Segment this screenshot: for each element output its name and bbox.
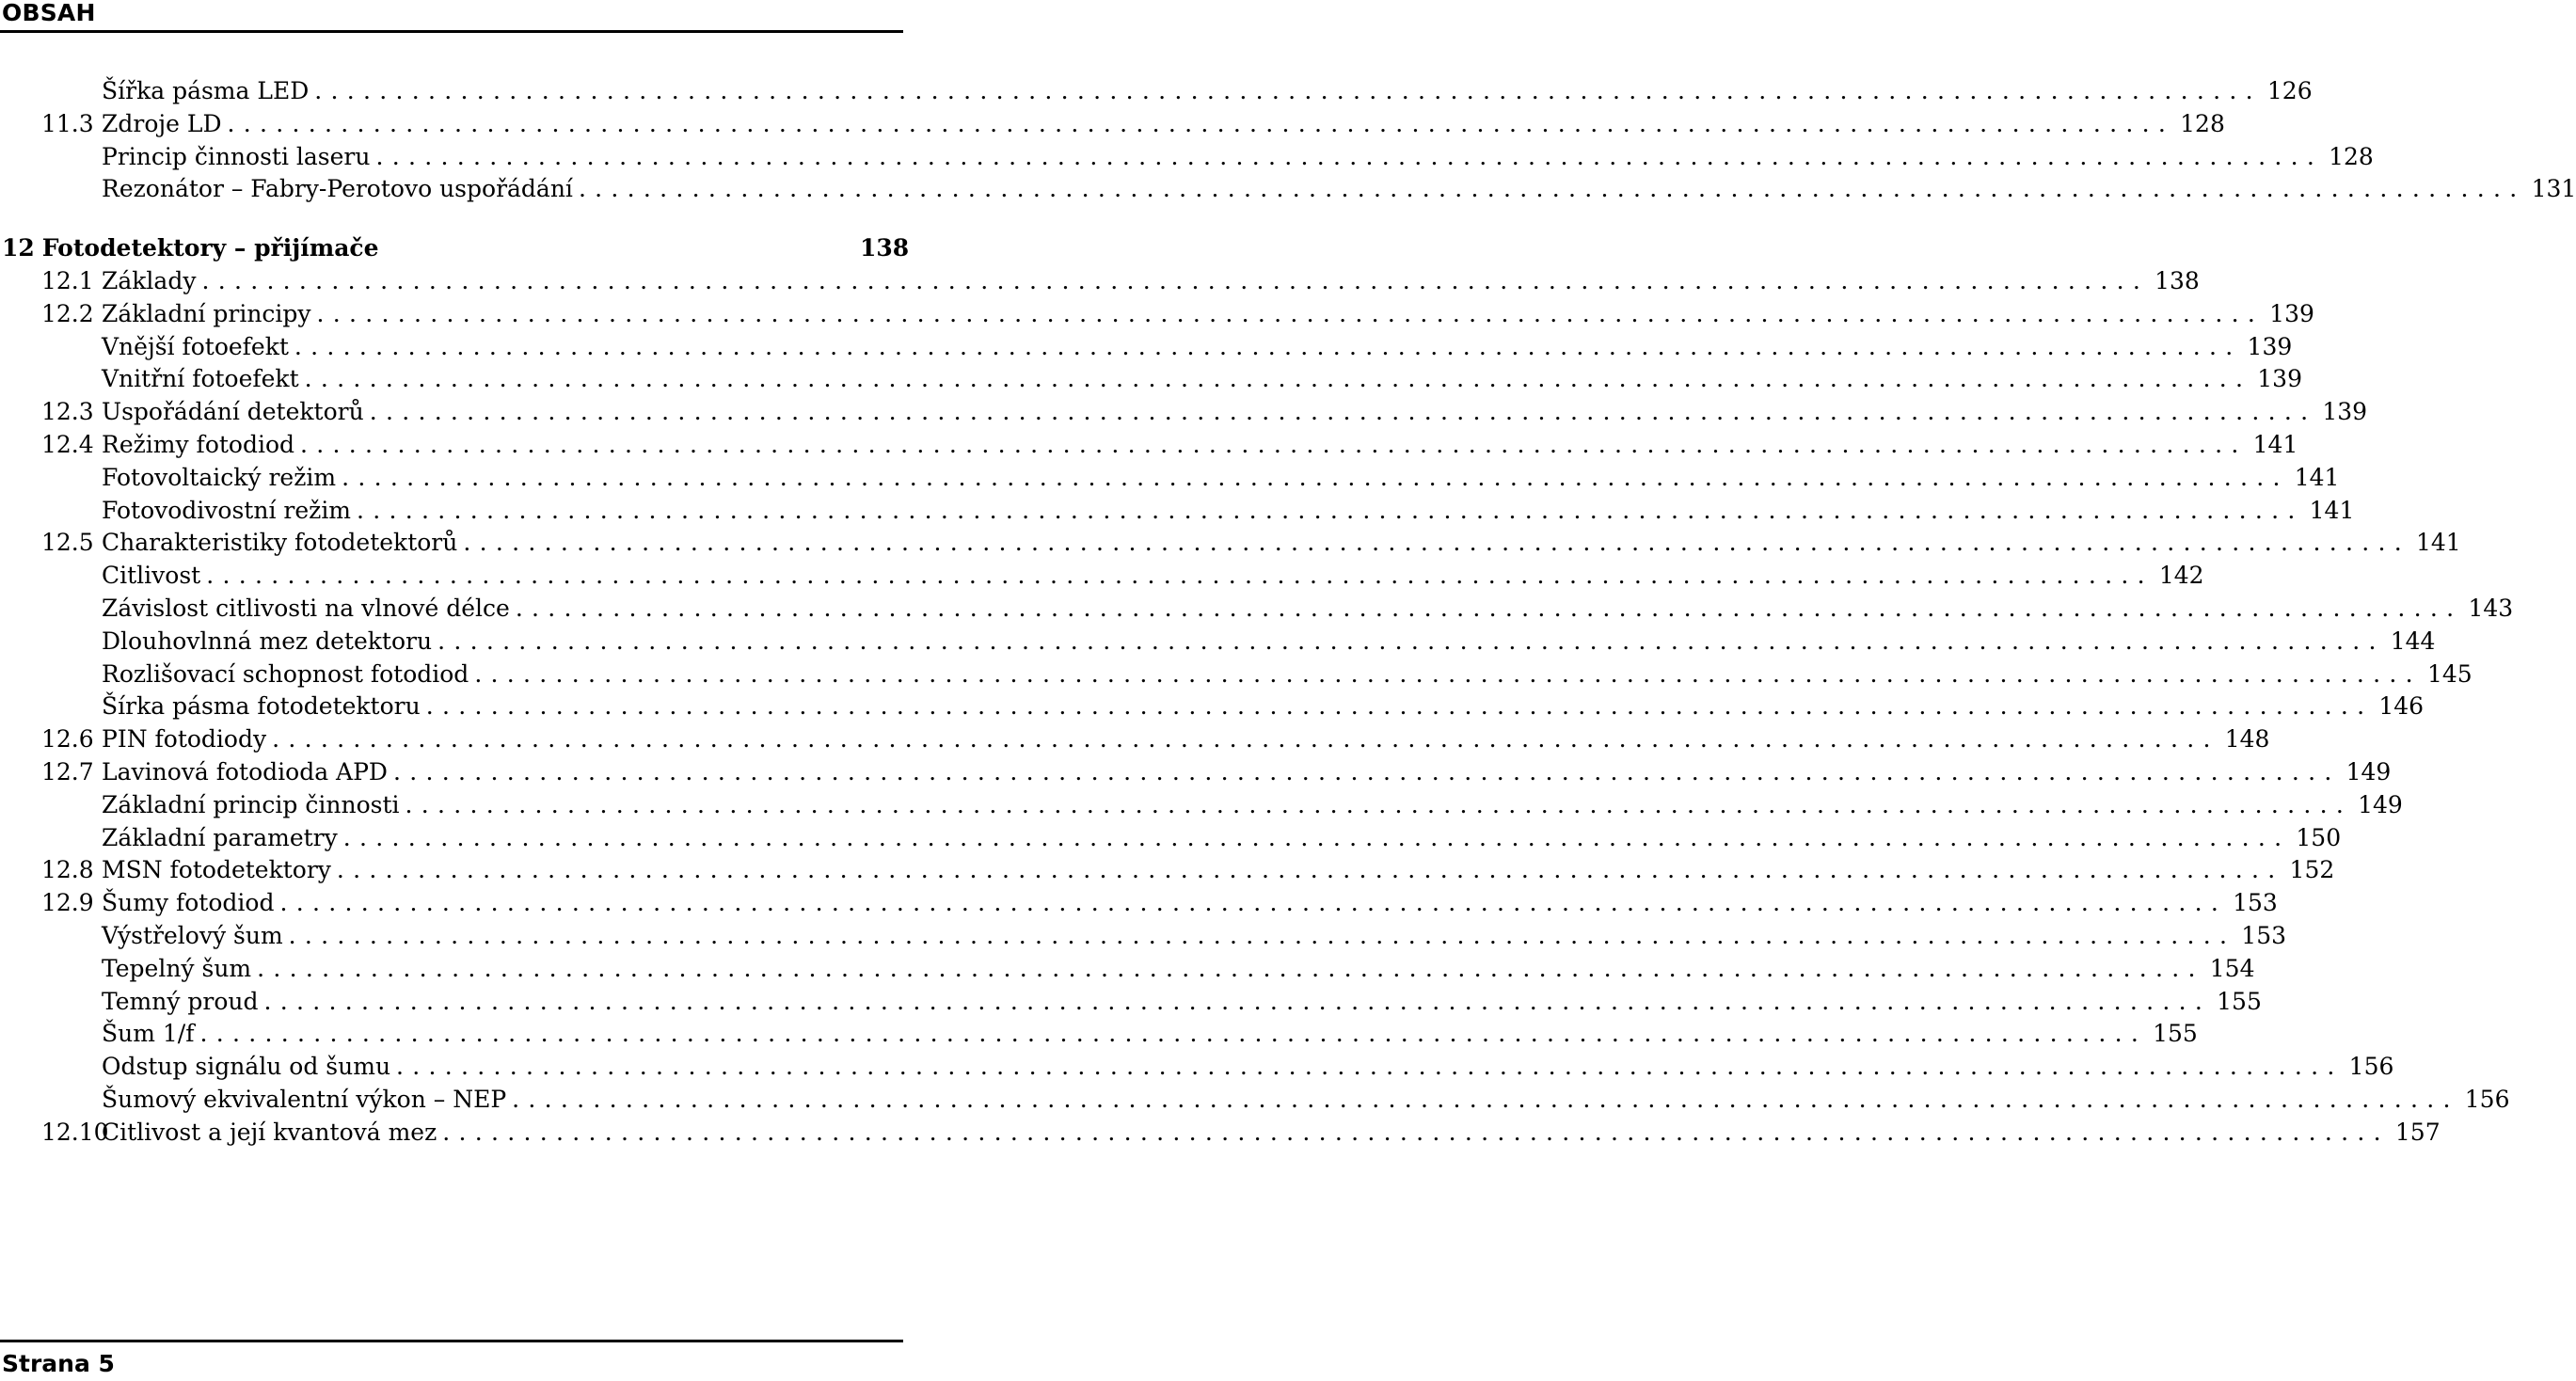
header-rule: [0, 30, 903, 33]
table-of-contents: [0, 77, 2576, 1151]
toc-entry-page: 142: [2158, 562, 2204, 590]
toc-entry[interactable]: [0, 757, 2392, 791]
toc-entry[interactable]: [0, 234, 910, 267]
toc-dot-leader: ........................................................................................................................: [206, 562, 2154, 590]
toc-entry-title: Šumový ekvivalentní výkon – NEP: [102, 1085, 507, 1113]
toc-entry-page: 131: [2531, 175, 2576, 203]
toc-entry[interactable]: [0, 1020, 2198, 1053]
toc-entry-title: Fotodetektory – přijímače: [41, 234, 379, 262]
toc-entry-title: Rozlišovací schopnost fotodiod: [102, 659, 469, 688]
toc-entry-page: 145: [2426, 659, 2473, 688]
toc-entry-page: 149: [2345, 757, 2392, 786]
toc-dot-leader: ........................................................................................................................: [357, 496, 2304, 524]
toc-entry[interactable]: [0, 496, 2355, 530]
toc-entry[interactable]: [0, 1085, 2510, 1119]
toc-entry-title: Základy: [102, 266, 197, 294]
toc-entry-page: 154: [2209, 954, 2255, 982]
toc-entry[interactable]: [0, 109, 2225, 143]
toc-entry-page: 139: [2247, 332, 2293, 360]
toc-dot-leader: ........................................................................................................................: [201, 266, 2150, 294]
toc-entry[interactable]: [0, 266, 2200, 300]
toc-entry-page: 156: [2464, 1085, 2510, 1113]
toc-entry-title: PIN fotodiody: [102, 725, 267, 754]
toc-entry-title: Uspořádání detektorů: [102, 398, 364, 426]
footer-page-label: Strana 5: [2, 1350, 115, 1377]
toc-entry-page: 153: [2233, 889, 2278, 917]
toc-entry-page: 155: [2153, 1020, 2198, 1048]
toc-entry[interactable]: [0, 365, 2302, 398]
toc-entry[interactable]: [0, 430, 2298, 464]
toc-entry-title: Šírka pásma fotodetektoru: [102, 692, 421, 721]
toc-dot-leader: ........................................................................................................................: [578, 175, 2526, 203]
toc-entry-page: 150: [2296, 823, 2342, 851]
toc-entry-title: Výstřelový šum: [102, 921, 283, 949]
toc-entry[interactable]: [0, 889, 2278, 922]
toc-entry-page: 141: [2252, 430, 2298, 458]
toc-dot-leader: ........................................................................................................................: [512, 1085, 2459, 1113]
toc-entry-page: 141: [2309, 496, 2355, 524]
toc-entry-page: 144: [2390, 627, 2436, 655]
toc-dot-leader: ........................................................................................................................: [369, 398, 2317, 426]
toc-entry[interactable]: [0, 856, 2335, 889]
toc-entry-page: 149: [2358, 790, 2403, 818]
toc-entry-title: Tepelný šum: [102, 954, 252, 982]
toc-entry-title: Vnější fotoefekt: [102, 332, 289, 360]
toc-entry-title: Citlivost: [102, 562, 201, 590]
toc-dot-leader: ........................................................................................................................: [396, 1053, 2344, 1081]
toc-dot-leader: ........................................................................................................................: [314, 77, 2262, 104]
toc-entry-page: 138: [2155, 266, 2200, 294]
toc-entry[interactable]: [0, 659, 2473, 693]
toc-entry-title: Citlivost a její kvantová mez: [102, 1118, 437, 1146]
toc-entry-page: 139: [2257, 365, 2302, 393]
toc-entry-number: 12.9: [41, 889, 94, 917]
toc-entry-title: Základní princip činnosti: [102, 790, 400, 818]
toc-entry[interactable]: [0, 954, 2255, 988]
toc-entry[interactable]: [0, 175, 2576, 208]
toc-entry[interactable]: [0, 823, 2342, 857]
toc-entry-number: 11.3: [41, 109, 94, 137]
toc-entry[interactable]: [0, 692, 2425, 725]
toc-entry-page: 141: [2294, 463, 2340, 491]
toc-dot-leader: ........................................................................................................................: [425, 692, 2374, 721]
toc-entry-title: Dlouhovlnná mez detektoru: [102, 627, 433, 655]
toc-dot-leader: ........................................................................................................................: [405, 790, 2353, 818]
page-header-title: OBSAH: [2, 0, 96, 26]
toc-entry[interactable]: [0, 725, 2270, 758]
toc-dot-leader: ........................................................................................................................: [288, 921, 2236, 949]
toc-entry-number: 12.6: [41, 725, 94, 754]
toc-entry-title: Temný proud: [102, 987, 259, 1015]
toc-entry-page: 128: [2180, 109, 2225, 137]
toc-entry-page: 157: [2394, 1118, 2441, 1146]
toc-entry-page: 141: [2415, 529, 2461, 557]
toc-dot-leader: ........................................................................................................................: [463, 529, 2410, 557]
toc-entry-title: Odstup signálu od šumu: [102, 1053, 391, 1081]
toc-entry-title: Režimy fotodiod: [102, 430, 295, 458]
toc-dot-leader: ........................................................................................................................: [342, 823, 2291, 851]
toc-entry[interactable]: [0, 1118, 2441, 1151]
toc-entry[interactable]: [0, 627, 2436, 660]
toc-entry[interactable]: [0, 1053, 2394, 1086]
toc-dot-leader: ........................................................................................................................: [437, 627, 2385, 655]
toc-entry-number: 12.4: [41, 430, 94, 458]
toc-entry-title: Vnitřní fotoefekt: [102, 365, 299, 393]
toc-dot-leader: ........................................................................................................................: [263, 987, 2212, 1015]
toc-entry-title: Zdroje LD: [102, 109, 222, 137]
toc-entry-page: 128: [2329, 142, 2374, 170]
toc-entry-title: Šumy fotodiod: [102, 889, 275, 917]
toc-entry-title: Šum 1/f: [102, 1020, 195, 1048]
toc-dot-leader: ........................................................................................................................: [257, 954, 2204, 982]
toc-entry[interactable]: [0, 921, 2287, 955]
toc-entry-title: Rezonátor – Fabry-Perotovo uspořádání: [102, 175, 573, 203]
toc-dot-leader: ........................................................................................................................: [442, 1118, 2390, 1146]
toc-entry-title: Fotovodivostní režim: [102, 496, 352, 524]
toc-entry-page: 152: [2289, 856, 2335, 884]
toc-entry-title: Princip činnosti laseru: [102, 142, 371, 170]
toc-dot-leader: ........................................................................................................................: [300, 430, 2248, 458]
toc-entry-number: 12.10: [41, 1118, 109, 1146]
toc-entry[interactable]: [0, 332, 2293, 366]
toc-entry[interactable]: [0, 142, 2374, 176]
toc-dot-leader: ........................................................................................................................: [515, 594, 2463, 622]
toc-entry-number: 12.7: [41, 757, 94, 786]
toc-entry-title: Fotovoltaický režim: [102, 463, 337, 491]
toc-entry-page: 139: [2269, 299, 2314, 327]
toc-dot-leader: ........................................................................................................................: [375, 142, 2324, 170]
toc-dot-leader: ........................................................................................................................: [336, 856, 2284, 884]
toc-entry-number: 12.5: [41, 529, 94, 557]
toc-dot-leader: ........................................................................................................................: [272, 725, 2219, 754]
toc-entry-title: MSN fotodetektory: [102, 856, 331, 884]
toc-entry-page: 148: [2224, 725, 2270, 754]
toc-entry-number: 12.2: [41, 299, 94, 327]
toc-entry-page: 126: [2266, 77, 2313, 104]
toc-entry-number: 12.3: [41, 398, 94, 426]
toc-dot-leader: ........................................................................................................................: [294, 332, 2242, 360]
toc-dot-leader: ........................................................................................................................: [474, 659, 2422, 688]
toc-entry[interactable]: [0, 463, 2340, 497]
toc-entry-number: 12: [2, 234, 35, 262]
toc-dot-leader: ........................................................................................................................: [227, 109, 2175, 137]
toc-entry[interactable]: [0, 562, 2204, 595]
toc-entry-title: Základní parametry: [102, 823, 338, 851]
toc-dot-leader: ........................................................................................................................: [316, 299, 2265, 327]
toc-entry-page: 143: [2468, 594, 2514, 622]
toc-entry-number: 12.8: [41, 856, 94, 884]
toc-entry[interactable]: [0, 529, 2461, 562]
toc-dot-leader: ........................................................................................................................: [392, 757, 2341, 786]
toc-dot-leader: ........................................................................................................................: [199, 1020, 2148, 1048]
toc-dot-leader: ........................................................................................................................: [342, 463, 2289, 491]
toc-entry-number: 12.1: [41, 266, 94, 294]
toc-entry-title: Charakteristiky fotodetektorů: [102, 529, 458, 557]
toc-entry-title: Šířka pásma LED: [102, 77, 310, 104]
toc-entry-page: 139: [2322, 398, 2368, 426]
toc-entry-page: 156: [2348, 1053, 2394, 1081]
toc-dot-leader: ........................................................................................................................: [304, 365, 2252, 393]
toc-entry-page: 138: [860, 234, 910, 262]
toc-entry-title: Lavinová fotodioda APD: [102, 757, 388, 786]
toc-entry[interactable]: [0, 790, 2403, 824]
toc-entry[interactable]: [0, 398, 2368, 431]
toc-dot-leader: ........................................................................................................................: [279, 889, 2228, 917]
toc-entry[interactable]: [0, 77, 2313, 110]
toc-entry-page: 155: [2217, 987, 2262, 1015]
toc-entry-page: 153: [2241, 921, 2287, 949]
toc-entry-page: 146: [2378, 692, 2425, 721]
toc-entry-title: Základní principy: [102, 299, 311, 327]
toc-entry[interactable]: [0, 987, 2262, 1021]
toc-entry[interactable]: [0, 594, 2514, 627]
footer-rule: [0, 1340, 903, 1342]
toc-entry-title: Závislost citlivosti na vlnové délce: [102, 594, 510, 622]
toc-entry[interactable]: [0, 299, 2314, 333]
